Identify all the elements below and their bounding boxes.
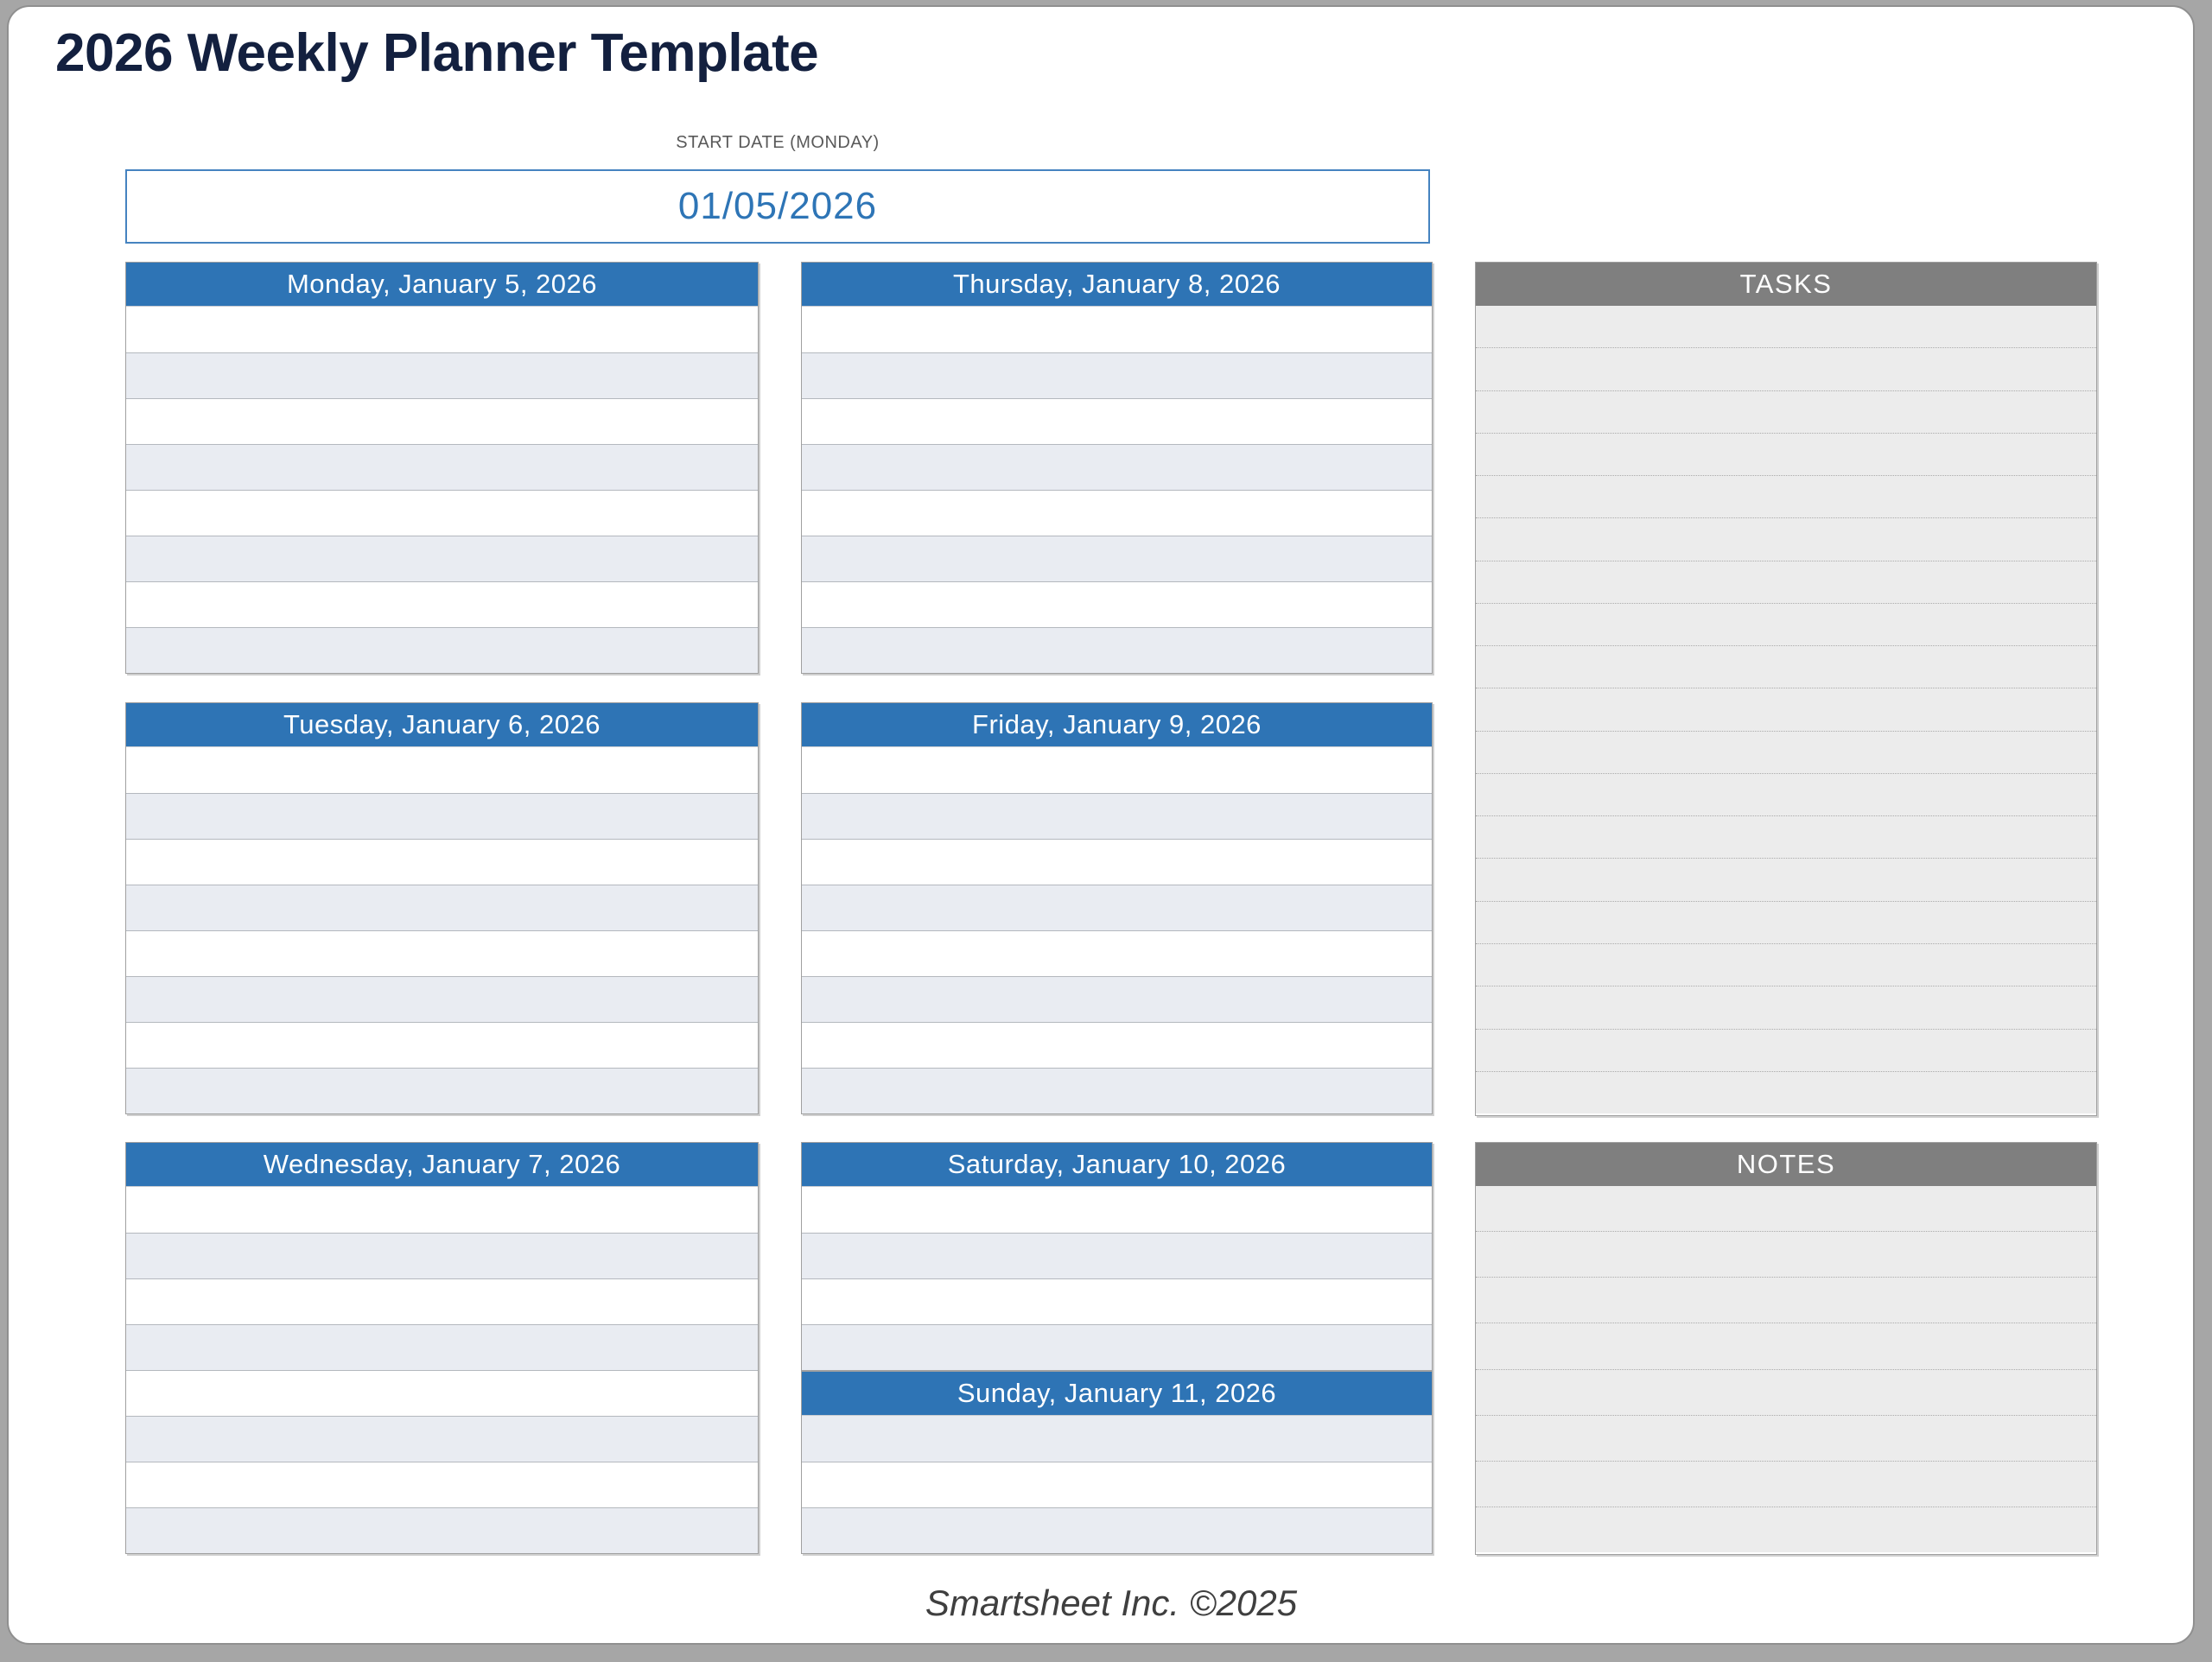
saturday-panel-rows (802, 1187, 1432, 1370)
friday-row-2[interactable] (802, 793, 1432, 839)
sunday-panel-rows (802, 1416, 1432, 1553)
tasks-row-12[interactable] (1476, 773, 2096, 815)
sunday-row-2[interactable] (802, 1462, 1432, 1507)
wednesday-row-6[interactable] (126, 1416, 758, 1462)
wednesday-row-2[interactable] (126, 1233, 758, 1278)
tuesday-panel-rows (126, 747, 758, 1113)
tuesday-row-3[interactable] (126, 839, 758, 885)
tasks-row-5[interactable] (1476, 475, 2096, 517)
friday-row-4[interactable] (802, 885, 1432, 930)
tuesday-row-4[interactable] (126, 885, 758, 930)
monday-row-4[interactable] (126, 444, 758, 490)
tasks-row-4[interactable] (1476, 433, 2096, 475)
saturday-panel-header: Saturday, January 10, 2026 (802, 1143, 1432, 1187)
tasks-row-8[interactable] (1476, 603, 2096, 645)
wednesday-panel (125, 1142, 759, 1554)
wednesday-row-8[interactable] (126, 1507, 758, 1553)
notes-row-5[interactable] (1476, 1369, 2096, 1415)
monday-row-3[interactable] (126, 398, 758, 444)
tasks-row-13[interactable] (1476, 815, 2096, 858)
sunday-row-1[interactable] (802, 1416, 1432, 1462)
notes-row-4[interactable] (1476, 1323, 2096, 1368)
monday-row-2[interactable] (126, 352, 758, 398)
tasks-panel (1475, 262, 2097, 1116)
tasks-row-19[interactable] (1476, 1071, 2096, 1113)
wednesday-panel-header: Wednesday, January 7, 2026 (126, 1143, 758, 1187)
tasks-row-9[interactable] (1476, 645, 2096, 688)
monday-row-1[interactable] (126, 307, 758, 352)
start-date-label: START DATE (MONDAY) (676, 133, 880, 152)
start-date-input[interactable] (125, 169, 1430, 244)
sunday-panel (801, 1371, 1433, 1554)
monday-row-6[interactable] (126, 536, 758, 581)
notes-row-3[interactable] (1476, 1277, 2096, 1323)
friday-row-1[interactable] (802, 747, 1432, 793)
tasks-row-1[interactable] (1476, 306, 2096, 347)
page-title: 2026 Weekly Planner Template (55, 23, 819, 83)
sunday-panel-header: Sunday, January 11, 2026 (802, 1372, 1432, 1416)
notes-panel (1475, 1142, 2097, 1555)
tasks-row-6[interactable] (1476, 517, 2096, 560)
saturday-row-1[interactable] (802, 1187, 1432, 1233)
tasks-row-16[interactable] (1476, 943, 2096, 986)
tuesday-row-5[interactable] (126, 930, 758, 976)
wednesday-row-3[interactable] (126, 1278, 758, 1324)
friday-panel-header: Friday, January 9, 2026 (802, 703, 1432, 747)
friday-row-8[interactable] (802, 1068, 1432, 1113)
tasks-row-11[interactable] (1476, 731, 2096, 773)
notes-row-8[interactable] (1476, 1507, 2096, 1552)
saturday-panel (801, 1142, 1433, 1371)
tasks-row-18[interactable] (1476, 1029, 2096, 1071)
monday-panel-rows (126, 307, 758, 673)
thursday-row-7[interactable] (802, 581, 1432, 627)
friday-panel (801, 702, 1433, 1114)
thursday-row-4[interactable] (802, 444, 1432, 490)
wednesday-panel-rows (126, 1187, 758, 1553)
wednesday-row-1[interactable] (126, 1187, 758, 1233)
friday-row-3[interactable] (802, 839, 1432, 885)
notes-row-2[interactable] (1476, 1231, 2096, 1277)
saturday-row-3[interactable] (802, 1278, 1432, 1324)
friday-row-6[interactable] (802, 976, 1432, 1022)
tasks-row-15[interactable] (1476, 901, 2096, 943)
notes-panel-header: NOTES (1476, 1143, 2096, 1186)
tasks-row-14[interactable] (1476, 858, 2096, 900)
monday-panel-header: Monday, January 5, 2026 (126, 263, 758, 307)
thursday-row-5[interactable] (802, 490, 1432, 536)
tuesday-panel (125, 702, 759, 1114)
wednesday-row-7[interactable] (126, 1462, 758, 1507)
tasks-row-7[interactable] (1476, 561, 2096, 603)
friday-row-7[interactable] (802, 1022, 1432, 1068)
tasks-row-2[interactable] (1476, 347, 2096, 390)
thursday-row-3[interactable] (802, 398, 1432, 444)
tasks-panel-header: TASKS (1476, 263, 2096, 306)
notes-row-1[interactable] (1476, 1186, 2096, 1231)
monday-row-8[interactable] (126, 627, 758, 673)
thursday-row-2[interactable] (802, 352, 1432, 398)
tuesday-row-7[interactable] (126, 1022, 758, 1068)
notes-panel-rows (1476, 1186, 2096, 1552)
wednesday-row-5[interactable] (126, 1370, 758, 1416)
saturday-row-4[interactable] (802, 1324, 1432, 1370)
monday-row-5[interactable] (126, 490, 758, 536)
tuesday-row-6[interactable] (126, 976, 758, 1022)
tasks-panel-rows (1476, 306, 2096, 1113)
notes-row-6[interactable] (1476, 1415, 2096, 1461)
friday-panel-rows (802, 747, 1432, 1113)
tasks-row-10[interactable] (1476, 688, 2096, 730)
wednesday-row-4[interactable] (126, 1324, 758, 1370)
tasks-row-17[interactable] (1476, 986, 2096, 1028)
monday-row-7[interactable] (126, 581, 758, 627)
sunday-row-3[interactable] (802, 1507, 1432, 1553)
monday-panel (125, 262, 759, 674)
thursday-panel-rows (802, 307, 1432, 673)
saturday-row-2[interactable] (802, 1233, 1432, 1278)
thursday-panel (801, 262, 1433, 674)
thursday-row-8[interactable] (802, 627, 1432, 673)
friday-row-5[interactable] (802, 930, 1432, 976)
tuesday-row-8[interactable] (126, 1068, 758, 1113)
thursday-row-1[interactable] (802, 307, 1432, 352)
thursday-row-6[interactable] (802, 536, 1432, 581)
start-date-value: 01/05/2026 (677, 185, 878, 227)
thursday-panel-header: Thursday, January 8, 2026 (802, 263, 1432, 307)
tasks-row-3[interactable] (1476, 390, 2096, 433)
tuesday-row-1[interactable] (126, 747, 758, 793)
copyright-footer: Smartsheet Inc. ©2025 (925, 1583, 1298, 1623)
tuesday-row-2[interactable] (126, 793, 758, 839)
notes-row-7[interactable] (1476, 1461, 2096, 1507)
tuesday-panel-header: Tuesday, January 6, 2026 (126, 703, 758, 747)
